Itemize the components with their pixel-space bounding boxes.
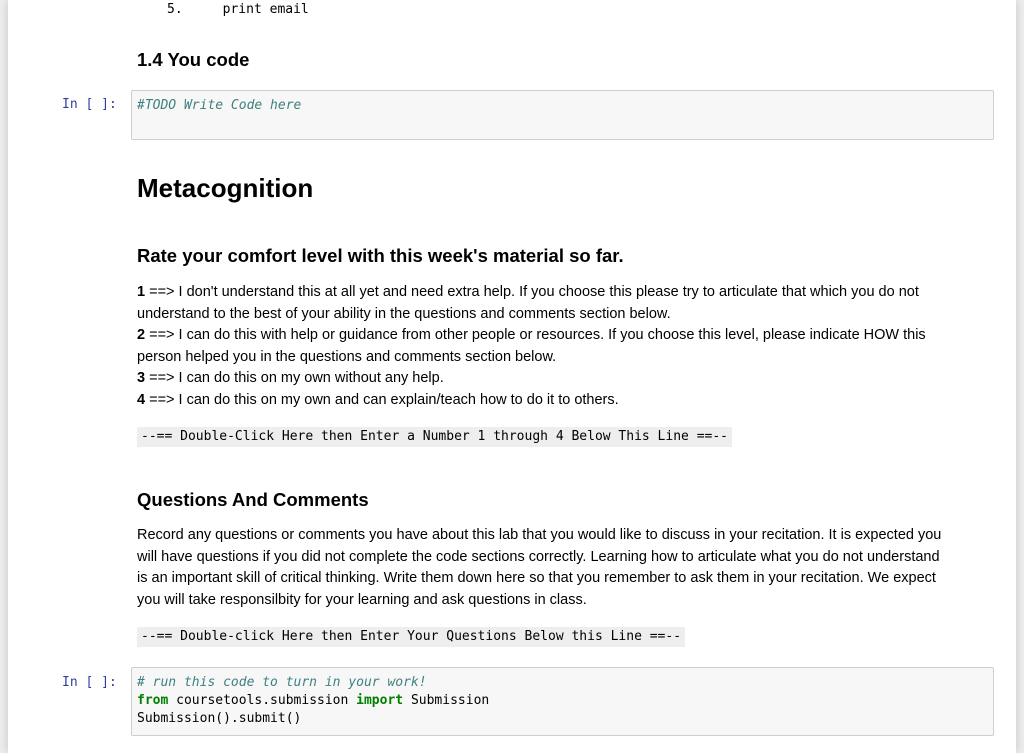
level-2: 2 ==> I can do this with help or guidance from other people or resources. If you choose this level, please indicate HOW this <box>137 327 926 343</box>
questions-paragraph <box>137 525 941 611</box>
paragraph-line: you will take responsilbity for your learning and ask questions in class. <box>137 591 587 608</box>
level-3: 3 ==> I can do this on my own without any help. <box>137 370 444 386</box>
previous-code-line <box>167 2 309 17</box>
questions-heading: Questions And Comments <box>137 489 369 510</box>
module-name: coursetools.submission <box>168 693 357 708</box>
cell-prompt: In [ ]: <box>62 97 117 112</box>
import-name: Submission <box>403 693 490 708</box>
level-1-cont: understand to the best of your ability in the questions and comments section below. <box>137 305 671 322</box>
notebook-page <box>8 0 1016 753</box>
rating-instruction[interactable]: --== Double-Click Here then Enter a Number 1 through 4 Below This Line ==-- <box>137 427 732 447</box>
code-submit-line[interactable]: Submission().submit() <box>137 711 302 726</box>
line-number: 5. <box>167 2 183 17</box>
paragraph-line: will have questions if you did not complete the code sections correctly. Learning how to articulate what you do not understand <box>137 548 940 565</box>
keyword-from: from <box>137 693 169 708</box>
keyword-import: import <box>356 693 404 708</box>
code-cell-submission[interactable] <box>131 667 994 736</box>
paragraph-line: is an important skill of critical thinking. Write them down here so that you remember to ask them in your recitation. We expect <box>137 570 936 586</box>
cell-prompt: In [ ]: <box>62 675 117 690</box>
level-1: 1 ==> I don't understand this at all yet and need extra help. If you choose this please try to articulate that which you do not <box>137 284 919 300</box>
level-4: 4 ==> I can do this on my own and can explain/teach how to do it to others. <box>137 391 619 408</box>
questions-instruction[interactable]: --== Double-click Here then Enter Your Questions Below this Line ==-- <box>137 627 685 647</box>
section-heading-you-code: 1.4 You code <box>137 49 250 70</box>
paragraph-line: Record any questions or comments you have about this lab that you would like to discuss in your recitation. It is expected you <box>137 527 942 543</box>
code-import-line[interactable] <box>137 692 988 710</box>
metacognition-heading: Metacognition <box>137 173 314 203</box>
code-cell-todo[interactable] <box>131 90 994 140</box>
code-comment[interactable]: #TODO Write Code here <box>137 98 302 113</box>
comfort-level-subheading: Rate your comfort level with this week's material so far. <box>137 245 624 266</box>
code-text: print email <box>222 2 309 17</box>
code-comment[interactable]: # run this code to turn in your work! <box>137 675 427 690</box>
comfort-level-list <box>137 282 926 411</box>
level-2-cont: person helped you in the questions and comments section below. <box>137 348 557 365</box>
